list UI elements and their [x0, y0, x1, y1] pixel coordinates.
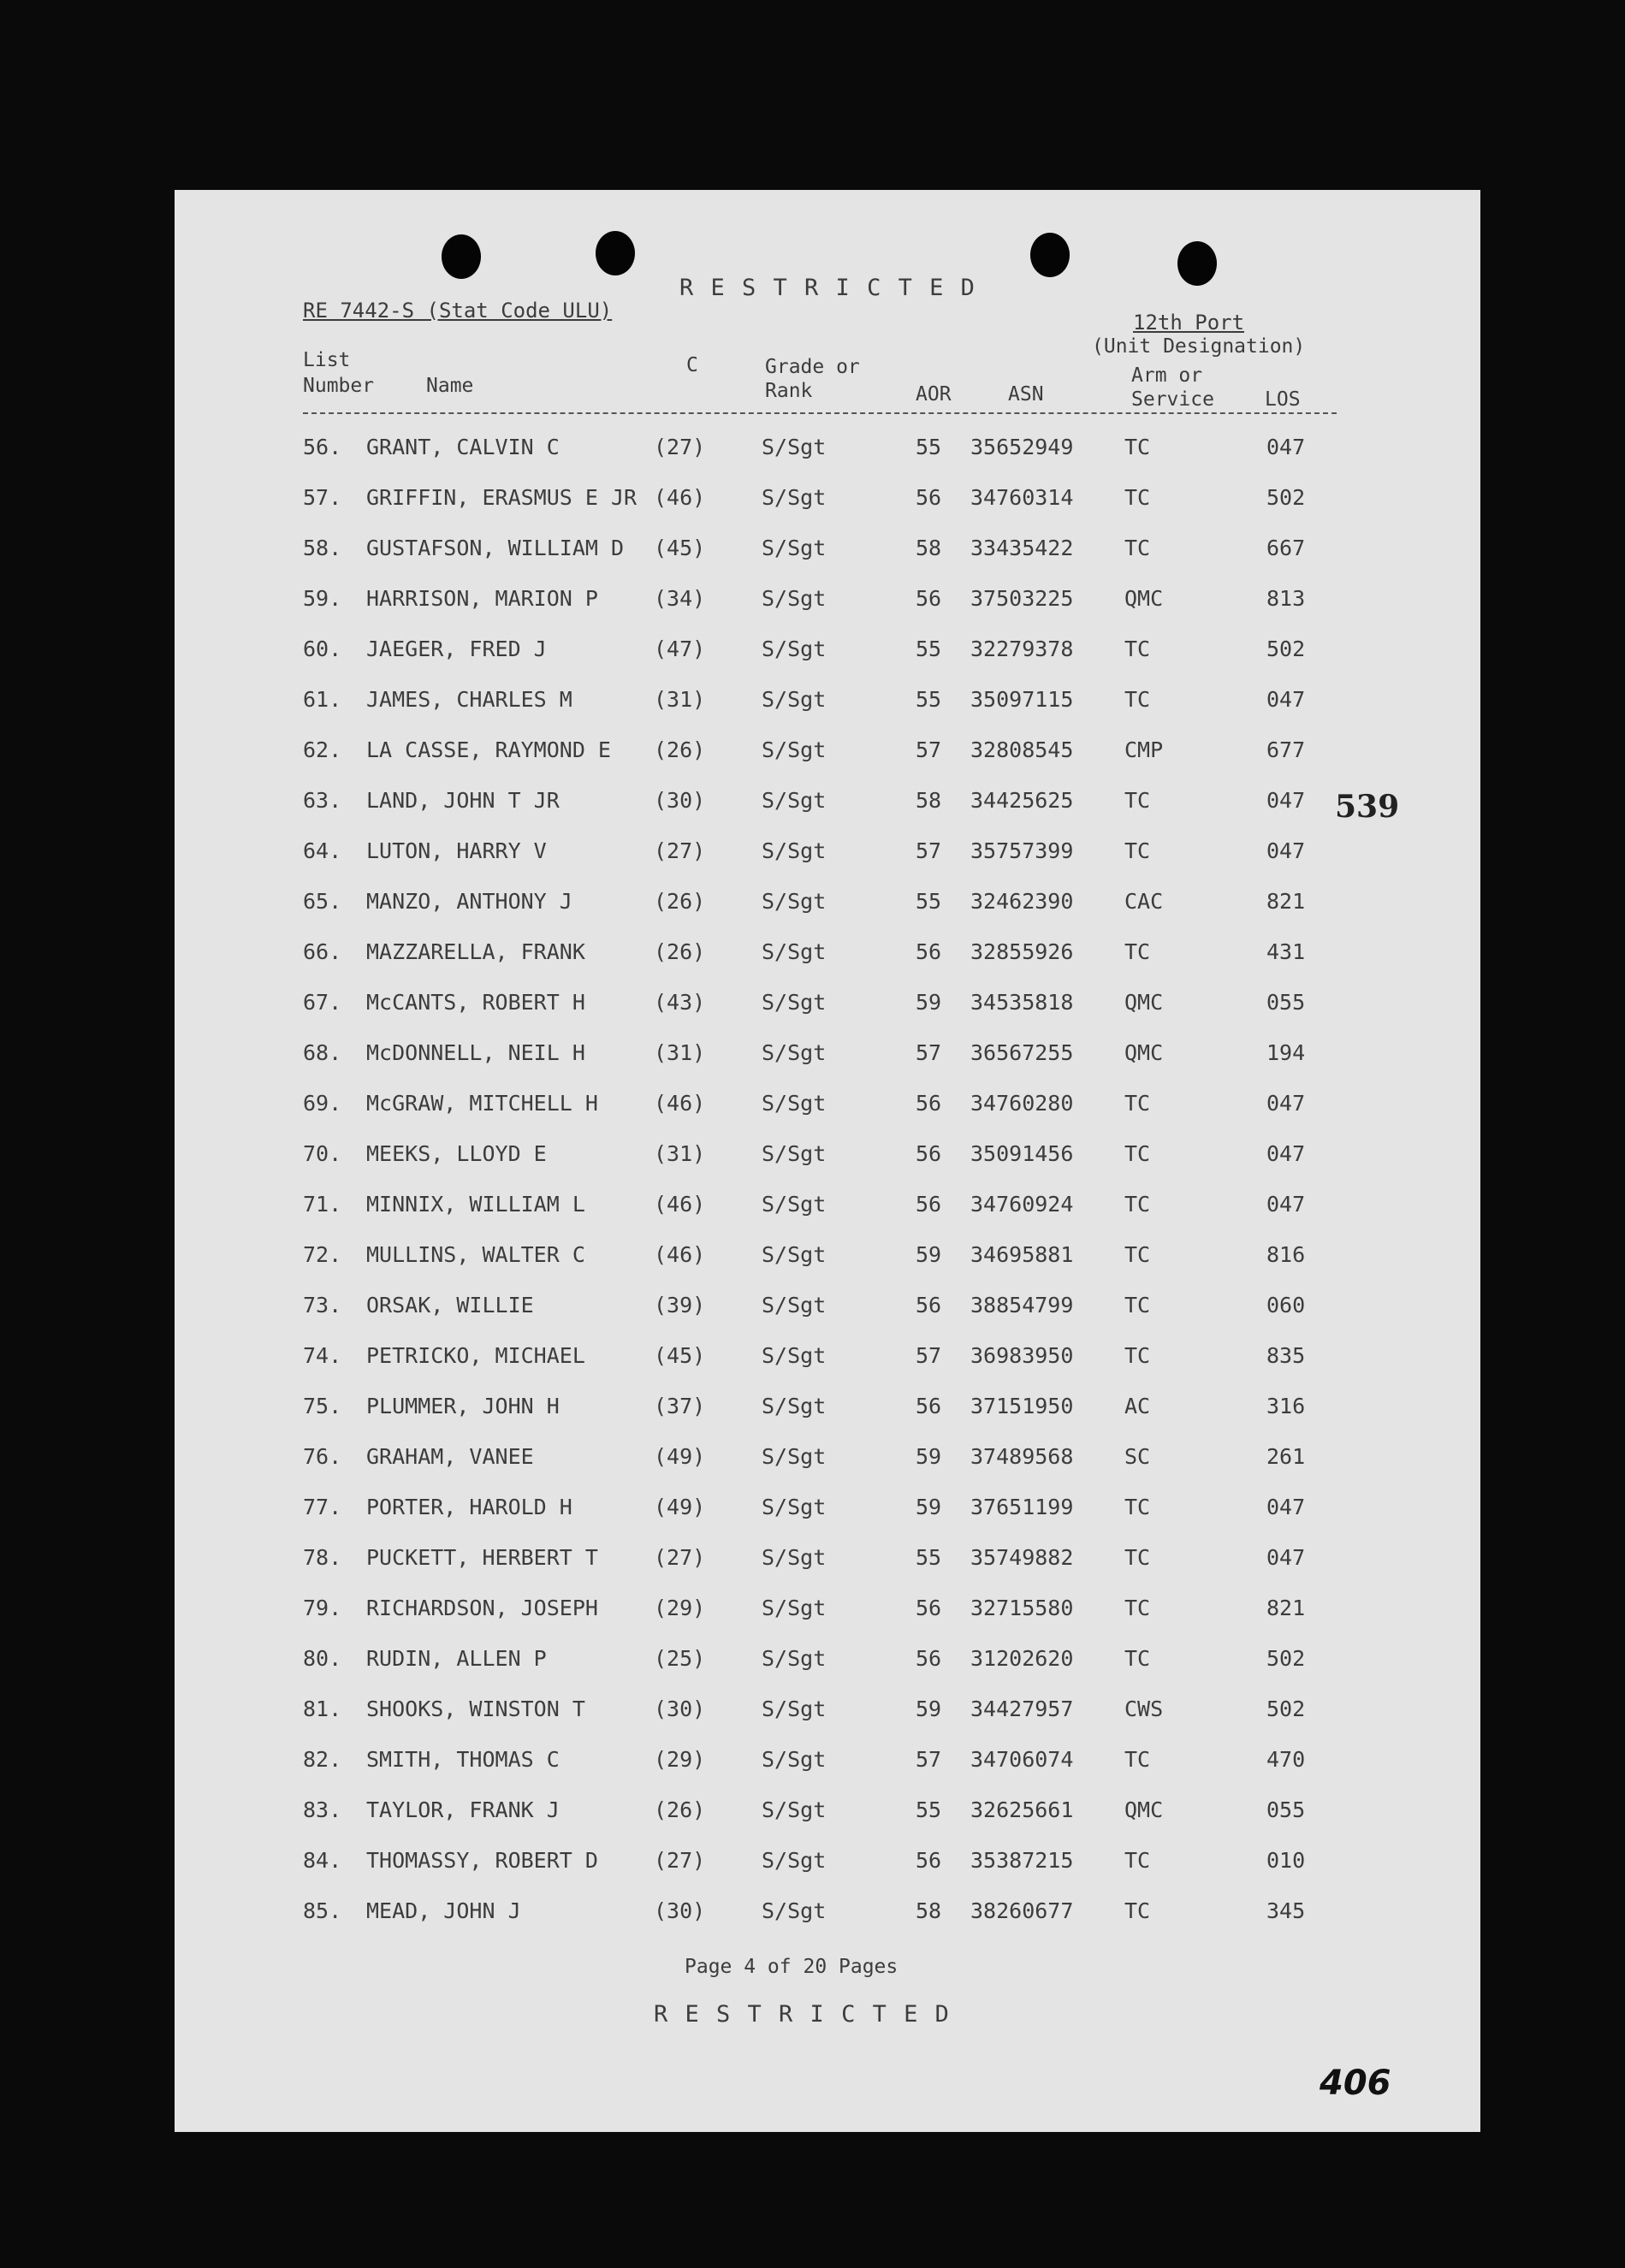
aor: 55: [916, 889, 942, 914]
grade: S/Sgt: [762, 1343, 827, 1368]
table-row: [175, 939, 1480, 974]
los: 047: [1266, 788, 1306, 813]
asn: 32625661: [970, 1797, 1074, 1822]
asn: 35652949: [970, 435, 1074, 459]
asn: 32808545: [970, 737, 1074, 762]
ci-code: (34): [654, 586, 706, 611]
asn: 38260677: [970, 1898, 1074, 1923]
los: 816: [1266, 1242, 1306, 1267]
table-row: [175, 1747, 1480, 1781]
table-row: [175, 1444, 1480, 1478]
table-row: [175, 737, 1480, 772]
los: 316: [1266, 1394, 1306, 1418]
arm-service: TC: [1124, 1848, 1151, 1873]
los: 821: [1266, 1596, 1306, 1620]
list-number: 70.: [303, 1141, 342, 1166]
grade: S/Sgt: [762, 1747, 827, 1772]
ci-code: (27): [654, 1848, 706, 1873]
asn: 34760280: [970, 1091, 1074, 1116]
ci-code: (46): [654, 1091, 706, 1116]
list-number: 66.: [303, 939, 342, 964]
arm-service: TC: [1124, 637, 1151, 661]
soldier-name: MANZO, ANTHONY J: [366, 889, 572, 914]
soldier-name: LAND, JOHN T JR: [366, 788, 560, 813]
aor: 57: [916, 1343, 942, 1368]
table-row: [175, 1545, 1480, 1579]
grade: S/Sgt: [762, 637, 827, 661]
asn: 34427957: [970, 1697, 1074, 1721]
aor: 56: [916, 1394, 942, 1418]
los: 047: [1266, 1091, 1306, 1116]
list-number: 67.: [303, 990, 342, 1015]
arm-service: CWS: [1124, 1697, 1164, 1721]
table-row: [175, 1040, 1480, 1075]
list-number: 76.: [303, 1444, 342, 1469]
table-row: [175, 1898, 1480, 1933]
soldier-name: LA CASSE, RAYMOND E: [366, 737, 611, 762]
asn: 35387215: [970, 1848, 1074, 1873]
list-number: 81.: [303, 1697, 342, 1721]
aor: 55: [916, 1797, 942, 1822]
grade: S/Sgt: [762, 435, 827, 459]
soldier-name: JAEGER, FRED J: [366, 637, 547, 661]
ci-code: (45): [654, 536, 706, 560]
ci-code: (27): [654, 435, 706, 459]
table-row: [175, 586, 1480, 620]
asn: 34695881: [970, 1242, 1074, 1267]
aor: 57: [916, 1040, 942, 1065]
aor: 58: [916, 788, 942, 813]
col-los: LOS: [1265, 388, 1301, 411]
asn: 37651199: [970, 1495, 1074, 1519]
soldier-name: RUDIN, ALLEN P: [366, 1646, 547, 1671]
aor: 56: [916, 1141, 942, 1166]
aor: 58: [916, 1898, 942, 1923]
col-arm-2: Service: [1131, 388, 1214, 411]
col-grade-2: Rank: [765, 380, 813, 402]
list-number: 83.: [303, 1797, 342, 1822]
soldier-name: McDONNELL, NEIL H: [366, 1040, 585, 1065]
table-row: [175, 687, 1480, 721]
arm-service: TC: [1124, 1343, 1151, 1368]
grade: S/Sgt: [762, 1495, 827, 1519]
los: 502: [1266, 485, 1306, 510]
aor: 56: [916, 1848, 942, 1873]
ci-code: (25): [654, 1646, 706, 1671]
grade: S/Sgt: [762, 1192, 827, 1217]
aor: 58: [916, 536, 942, 560]
arm-service: TC: [1124, 1242, 1151, 1267]
asn: 34760314: [970, 485, 1074, 510]
arm-service: TC: [1124, 687, 1151, 712]
aor: 57: [916, 737, 942, 762]
arm-service: TC: [1124, 1091, 1151, 1116]
los: 055: [1266, 990, 1306, 1015]
list-number: 60.: [303, 637, 342, 661]
unit-caption: (Unit Designation): [1092, 335, 1306, 358]
grade: S/Sgt: [762, 1646, 827, 1671]
soldier-name: MEEKS, LLOYD E: [366, 1141, 547, 1166]
soldier-name: LUTON, HARRY V: [366, 838, 547, 863]
ci-code: (46): [654, 1192, 706, 1217]
asn: 37151950: [970, 1394, 1074, 1418]
los: 677: [1266, 737, 1306, 762]
arm-service: SC: [1124, 1444, 1151, 1469]
asn: 34425625: [970, 788, 1074, 813]
grade: S/Sgt: [762, 737, 827, 762]
grade: S/Sgt: [762, 1040, 827, 1065]
list-number: 69.: [303, 1091, 342, 1116]
los: 047: [1266, 687, 1306, 712]
los: 502: [1266, 1697, 1306, 1721]
col-grade-1: Grade or: [765, 356, 860, 378]
aor: 57: [916, 838, 942, 863]
grade: S/Sgt: [762, 1898, 827, 1923]
table-row: [175, 990, 1480, 1024]
grade: S/Sgt: [762, 485, 827, 510]
arm-service: TC: [1124, 1596, 1151, 1620]
los: 047: [1266, 1545, 1306, 1570]
table-row: [175, 1646, 1480, 1680]
arm-service: AC: [1124, 1394, 1151, 1418]
list-number: 82.: [303, 1747, 342, 1772]
grade: S/Sgt: [762, 687, 827, 712]
arm-service: TC: [1124, 435, 1151, 459]
los: 047: [1266, 1192, 1306, 1217]
soldier-name: ORSAK, WILLIE: [366, 1293, 534, 1318]
grade: S/Sgt: [762, 838, 827, 863]
ci-code: (31): [654, 1040, 706, 1065]
arm-service: TC: [1124, 1898, 1151, 1923]
list-number: 64.: [303, 838, 342, 863]
grade: S/Sgt: [762, 1293, 827, 1318]
soldier-name: SMITH, THOMAS C: [366, 1747, 560, 1772]
los: 047: [1266, 435, 1306, 459]
ci-code: (39): [654, 1293, 706, 1318]
aor: 59: [916, 1495, 942, 1519]
list-number: 58.: [303, 536, 342, 560]
grade: S/Sgt: [762, 788, 827, 813]
soldier-name: SHOOKS, WINSTON T: [366, 1697, 585, 1721]
list-number: 62.: [303, 737, 342, 762]
table-row: [175, 485, 1480, 519]
grade: S/Sgt: [762, 990, 827, 1015]
list-number: 65.: [303, 889, 342, 914]
list-number: 78.: [303, 1545, 342, 1570]
los: 821: [1266, 889, 1306, 914]
ci-code: (29): [654, 1596, 706, 1620]
list-number: 77.: [303, 1495, 342, 1519]
header-rule: [303, 412, 1337, 414]
ci-code: (37): [654, 1394, 706, 1418]
col-list: List: [303, 349, 351, 371]
aor: 55: [916, 637, 942, 661]
arm-service: QMC: [1124, 1040, 1164, 1065]
aor: 59: [916, 1697, 942, 1721]
arm-service: TC: [1124, 485, 1151, 510]
aor: 55: [916, 687, 942, 712]
ci-code: (43): [654, 990, 706, 1015]
asn: 36567255: [970, 1040, 1074, 1065]
list-number: 79.: [303, 1596, 342, 1620]
col-asn: ASN: [1008, 383, 1044, 406]
los: 502: [1266, 637, 1306, 661]
aor: 56: [916, 1293, 942, 1318]
asn: 37489568: [970, 1444, 1074, 1469]
asn: 36983950: [970, 1343, 1074, 1368]
table-row: [175, 1697, 1480, 1731]
asn: 37503225: [970, 586, 1074, 611]
soldier-name: MAZZARELLA, FRANK: [366, 939, 585, 964]
grade: S/Sgt: [762, 1242, 827, 1267]
arm-service: CAC: [1124, 889, 1164, 914]
los: 055: [1266, 1797, 1306, 1822]
los: 813: [1266, 586, 1306, 611]
header-classification: R E S T R I C T E D: [679, 275, 976, 301]
soldier-name: McCANTS, ROBERT H: [366, 990, 585, 1015]
grade: S/Sgt: [762, 939, 827, 964]
table-row: [175, 1141, 1480, 1175]
list-number: 80.: [303, 1646, 342, 1671]
los: 667: [1266, 536, 1306, 560]
margin-stamp-number: 539: [1335, 789, 1400, 825]
table-row: [175, 1797, 1480, 1832]
soldier-name: PLUMMER, JOHN H: [366, 1394, 560, 1418]
aor: 56: [916, 1192, 942, 1217]
los: 194: [1266, 1040, 1306, 1065]
list-number: 59.: [303, 586, 342, 611]
arm-service: TC: [1124, 838, 1151, 863]
grade: S/Sgt: [762, 1596, 827, 1620]
soldier-name: TAYLOR, FRANK J: [366, 1797, 560, 1822]
ci-code: (26): [654, 737, 706, 762]
document-sheet: [175, 190, 1480, 2132]
ci-code: (27): [654, 838, 706, 863]
soldier-name: JAMES, CHARLES M: [366, 687, 572, 712]
grade: S/Sgt: [762, 889, 827, 914]
col-name: Name: [426, 375, 474, 397]
table-row: [175, 1293, 1480, 1327]
asn: 32855926: [970, 939, 1074, 964]
table-row: [175, 889, 1480, 923]
order-reference: RE 7442-S (Stat Code ULU): [303, 299, 613, 323]
col-arm-1: Arm or: [1131, 364, 1203, 387]
soldier-name: MINNIX, WILLIAM L: [366, 1192, 585, 1217]
ci-code: (29): [654, 1747, 706, 1772]
arm-service: TC: [1124, 1545, 1151, 1570]
los: 060: [1266, 1293, 1306, 1318]
grade: S/Sgt: [762, 1394, 827, 1418]
los: 470: [1266, 1747, 1306, 1772]
list-number: 68.: [303, 1040, 342, 1065]
grade: S/Sgt: [762, 1091, 827, 1116]
ci-code: (31): [654, 687, 706, 712]
list-number: 73.: [303, 1293, 342, 1318]
grade: S/Sgt: [762, 1697, 827, 1721]
asn: 32462390: [970, 889, 1074, 914]
ci-code: (31): [654, 1141, 706, 1166]
ci-code: (49): [654, 1495, 706, 1519]
table-row: [175, 1242, 1480, 1276]
asn: 34535818: [970, 990, 1074, 1015]
aor: 59: [916, 1242, 942, 1267]
table-row: [175, 838, 1480, 873]
grade: S/Sgt: [762, 536, 827, 560]
aor: 56: [916, 1091, 942, 1116]
arm-service: CMP: [1124, 737, 1164, 762]
grade: S/Sgt: [762, 1444, 827, 1469]
ci-code: (45): [654, 1343, 706, 1368]
asn: 33435422: [970, 536, 1074, 560]
aor: 59: [916, 1444, 942, 1469]
soldier-name: GRAHAM, VANEE: [366, 1444, 534, 1469]
ci-code: (47): [654, 637, 706, 661]
list-number: 57.: [303, 485, 342, 510]
arm-service: TC: [1124, 939, 1151, 964]
asn: 35749882: [970, 1545, 1074, 1570]
asn: 35757399: [970, 838, 1074, 863]
arm-service: TC: [1124, 1192, 1151, 1217]
list-number: 85.: [303, 1898, 342, 1923]
list-number: 71.: [303, 1192, 342, 1217]
table-row: [175, 536, 1480, 570]
list-number: 72.: [303, 1242, 342, 1267]
table-row: [175, 637, 1480, 671]
asn: 35091456: [970, 1141, 1074, 1166]
soldier-name: PUCKETT, HERBERT T: [366, 1545, 598, 1570]
page-indicator: Page 4 of 20 Pages: [685, 1956, 898, 1978]
ci-code: (27): [654, 1545, 706, 1570]
aor: 59: [916, 990, 942, 1015]
ci-code: (30): [654, 788, 706, 813]
los: 835: [1266, 1343, 1306, 1368]
soldier-name: GRANT, CALVIN C: [366, 435, 560, 459]
list-number: 61.: [303, 687, 342, 712]
table-row: [175, 1091, 1480, 1125]
aor: 56: [916, 586, 942, 611]
grade: S/Sgt: [762, 1848, 827, 1873]
soldier-name: McGRAW, MITCHELL H: [366, 1091, 598, 1116]
asn: 34760924: [970, 1192, 1074, 1217]
arm-service: TC: [1124, 1646, 1151, 1671]
aor: 55: [916, 435, 942, 459]
list-number: 63.: [303, 788, 342, 813]
soldier-name: MEAD, JOHN J: [366, 1898, 521, 1923]
punch-hole: [596, 231, 635, 275]
col-number: Number: [303, 375, 375, 397]
table-row: [175, 1394, 1480, 1428]
aor: 56: [916, 1596, 942, 1620]
table-row: [175, 1192, 1480, 1226]
aor: 56: [916, 485, 942, 510]
arm-service: TC: [1124, 1293, 1151, 1318]
table-row: [175, 1343, 1480, 1377]
soldier-name: HARRISON, MARION P: [366, 586, 598, 611]
los: 047: [1266, 1495, 1306, 1519]
soldier-name: RICHARDSON, JOSEPH: [366, 1596, 598, 1620]
los: 431: [1266, 939, 1306, 964]
aor: 56: [916, 1646, 942, 1671]
table-row: [175, 1596, 1480, 1630]
table-row: [175, 788, 1480, 822]
col-aor: AOR: [916, 383, 952, 406]
ci-code: (30): [654, 1697, 706, 1721]
arm-service: TC: [1124, 1747, 1151, 1772]
ci-code: (26): [654, 939, 706, 964]
soldier-name: MULLINS, WALTER C: [366, 1242, 585, 1267]
asn: 35097115: [970, 687, 1074, 712]
list-number: 56.: [303, 435, 342, 459]
asn: 32715580: [970, 1596, 1074, 1620]
table-row: [175, 1495, 1480, 1529]
list-number: 74.: [303, 1343, 342, 1368]
los: 047: [1266, 838, 1306, 863]
ci-code: (46): [654, 1242, 706, 1267]
arm-service: TC: [1124, 788, 1151, 813]
asn: 38854799: [970, 1293, 1074, 1318]
ci-code: (26): [654, 889, 706, 914]
soldier-name: GRIFFIN, ERASMUS E JR: [366, 485, 638, 510]
arm-service: QMC: [1124, 990, 1164, 1015]
arm-service: TC: [1124, 1495, 1151, 1519]
arm-service: TC: [1124, 536, 1151, 560]
col-ci: C: [686, 354, 698, 376]
los: 345: [1266, 1898, 1306, 1923]
list-number: 84.: [303, 1848, 342, 1873]
grade: S/Sgt: [762, 1141, 827, 1166]
asn: 34706074: [970, 1747, 1074, 1772]
arm-service: QMC: [1124, 1797, 1164, 1822]
punch-hole: [442, 234, 481, 279]
punch-hole: [1177, 241, 1217, 286]
asn: 32279378: [970, 637, 1074, 661]
table-row: [175, 1848, 1480, 1882]
grade: S/Sgt: [762, 1545, 827, 1570]
handwritten-page-number: 406: [1320, 2064, 1391, 2103]
aor: 57: [916, 1747, 942, 1772]
los: 261: [1266, 1444, 1306, 1469]
soldier-name: THOMASSY, ROBERT D: [366, 1848, 598, 1873]
punch-hole: [1030, 233, 1070, 277]
soldier-name: GUSTAFSON, WILLIAM D: [366, 536, 625, 560]
grade: S/Sgt: [762, 586, 827, 611]
ci-code: (46): [654, 485, 706, 510]
arm-service: QMC: [1124, 586, 1164, 611]
aor: 56: [916, 939, 942, 964]
grade: S/Sgt: [762, 1797, 827, 1822]
aor: 55: [916, 1545, 942, 1570]
ci-code: (30): [654, 1898, 706, 1923]
ci-code: (26): [654, 1797, 706, 1822]
footer-classification: R E S T R I C T E D: [654, 2001, 951, 2028]
soldier-name: PETRICKO, MICHAEL: [366, 1343, 585, 1368]
ci-code: (49): [654, 1444, 706, 1469]
los: 047: [1266, 1141, 1306, 1166]
arm-service: TC: [1124, 1141, 1151, 1166]
list-number: 75.: [303, 1394, 342, 1418]
los: 010: [1266, 1848, 1306, 1873]
asn: 31202620: [970, 1646, 1074, 1671]
table-row: [175, 435, 1480, 469]
soldier-name: PORTER, HAROLD H: [366, 1495, 572, 1519]
los: 502: [1266, 1646, 1306, 1671]
unit-designation: 12th Port: [1133, 311, 1245, 335]
